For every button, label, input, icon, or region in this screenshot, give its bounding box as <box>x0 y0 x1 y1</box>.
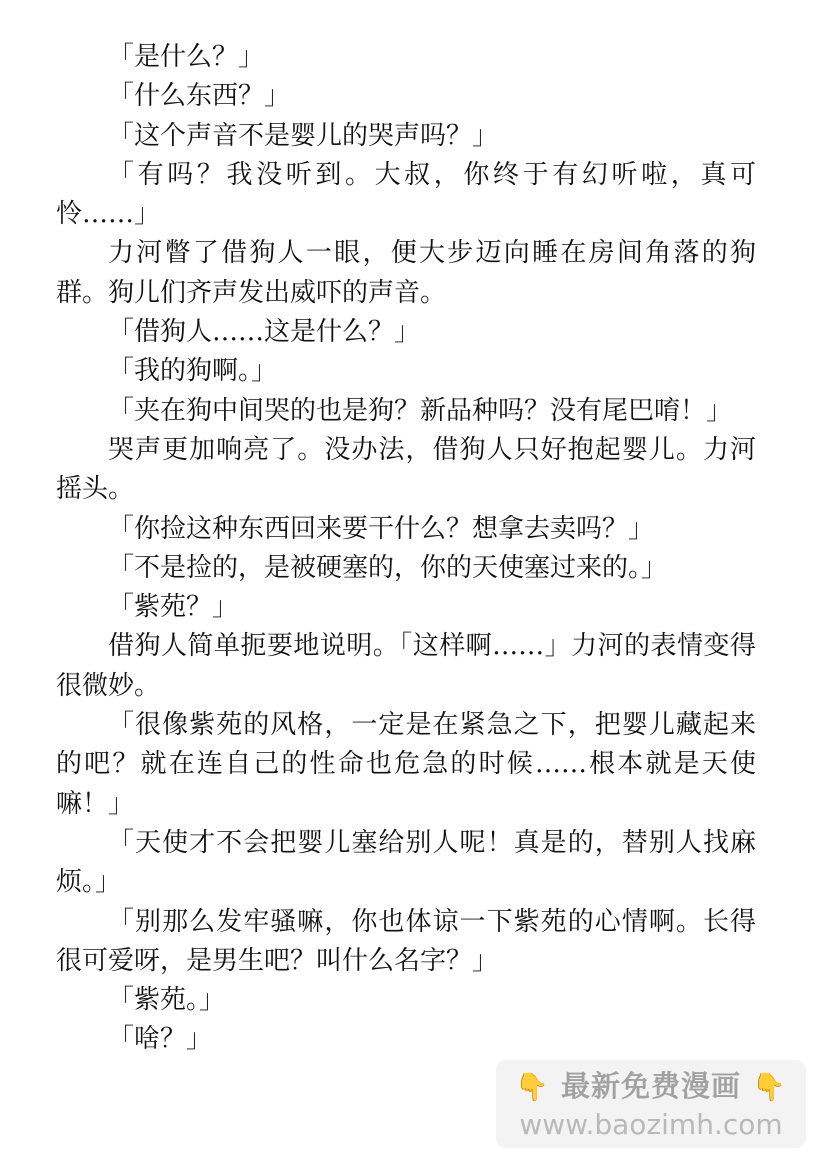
paragraph: 哭声更加响亮了。没办法，借狗人只好抱起婴儿。力河摇头。 <box>56 434 756 505</box>
paragraph: 「别那么发牢骚嘛，你也体谅一下紫苑的心情啊。长得很可爱呀，是男生吧？叫什么名字？」 <box>56 906 756 976</box>
paragraph: 「有吗？我没听到。大叔，你终于有幻听啦，真可怜……」 <box>56 159 756 230</box>
pointing-down-hand-icon: 👇 <box>515 1072 550 1103</box>
paragraph: 力河瞥了借狗人一眼，便大步迈向睡在房间角落的狗群。狗儿们齐声发出威吓的声音。 <box>56 238 756 308</box>
paragraph: 「啥？」 <box>108 1024 213 1055</box>
paragraph: 「紫苑。」 <box>108 985 226 1016</box>
paragraph: 「这个声音不是婴儿的哭声吗？」 <box>108 120 499 151</box>
paragraph: 「夹在狗中间哭的也是狗？新品种吗？没有尾巴唷！」 <box>108 395 733 426</box>
page-body <box>56 38 756 1060</box>
watermark-url[interactable]: www.baozimh.com <box>519 1108 783 1141</box>
paragraph: 「不是捡的，是被硬塞的，你的天使塞过来的。」 <box>108 552 668 583</box>
paragraph: 「紫苑？」 <box>108 592 239 623</box>
paragraph: 借狗人简单扼要地说明。「这样啊……」力河的表情变得很微妙。 <box>56 631 756 701</box>
pointing-down-hand-icon: 👇 <box>752 1072 787 1103</box>
paragraph: 「我的狗啊。」 <box>108 356 278 387</box>
paragraph: 「很像紫苑的风格，一定是在紧急之下，把婴儿藏起来的吧？就在连自己的性命也危急的时候……根本就是天使嘛！」 <box>56 710 756 819</box>
watermark-badge[interactable] <box>496 1060 806 1148</box>
paragraph: 「天使才不会把婴儿塞给别人呢！真是的，替别人找麻烦。」 <box>56 827 756 898</box>
paragraph: 「是什么？」 <box>108 42 265 72</box>
watermark-title: 最新免费漫画 <box>560 1069 741 1103</box>
watermark-title-row <box>496 1068 806 1106</box>
paragraph: 「借狗人……这是什么？」 <box>108 317 421 348</box>
paragraph: 「你捡这种东西回来要干什么？想拿去卖吗？」 <box>108 513 655 544</box>
paragraph: 「什么东西？」 <box>108 81 291 112</box>
